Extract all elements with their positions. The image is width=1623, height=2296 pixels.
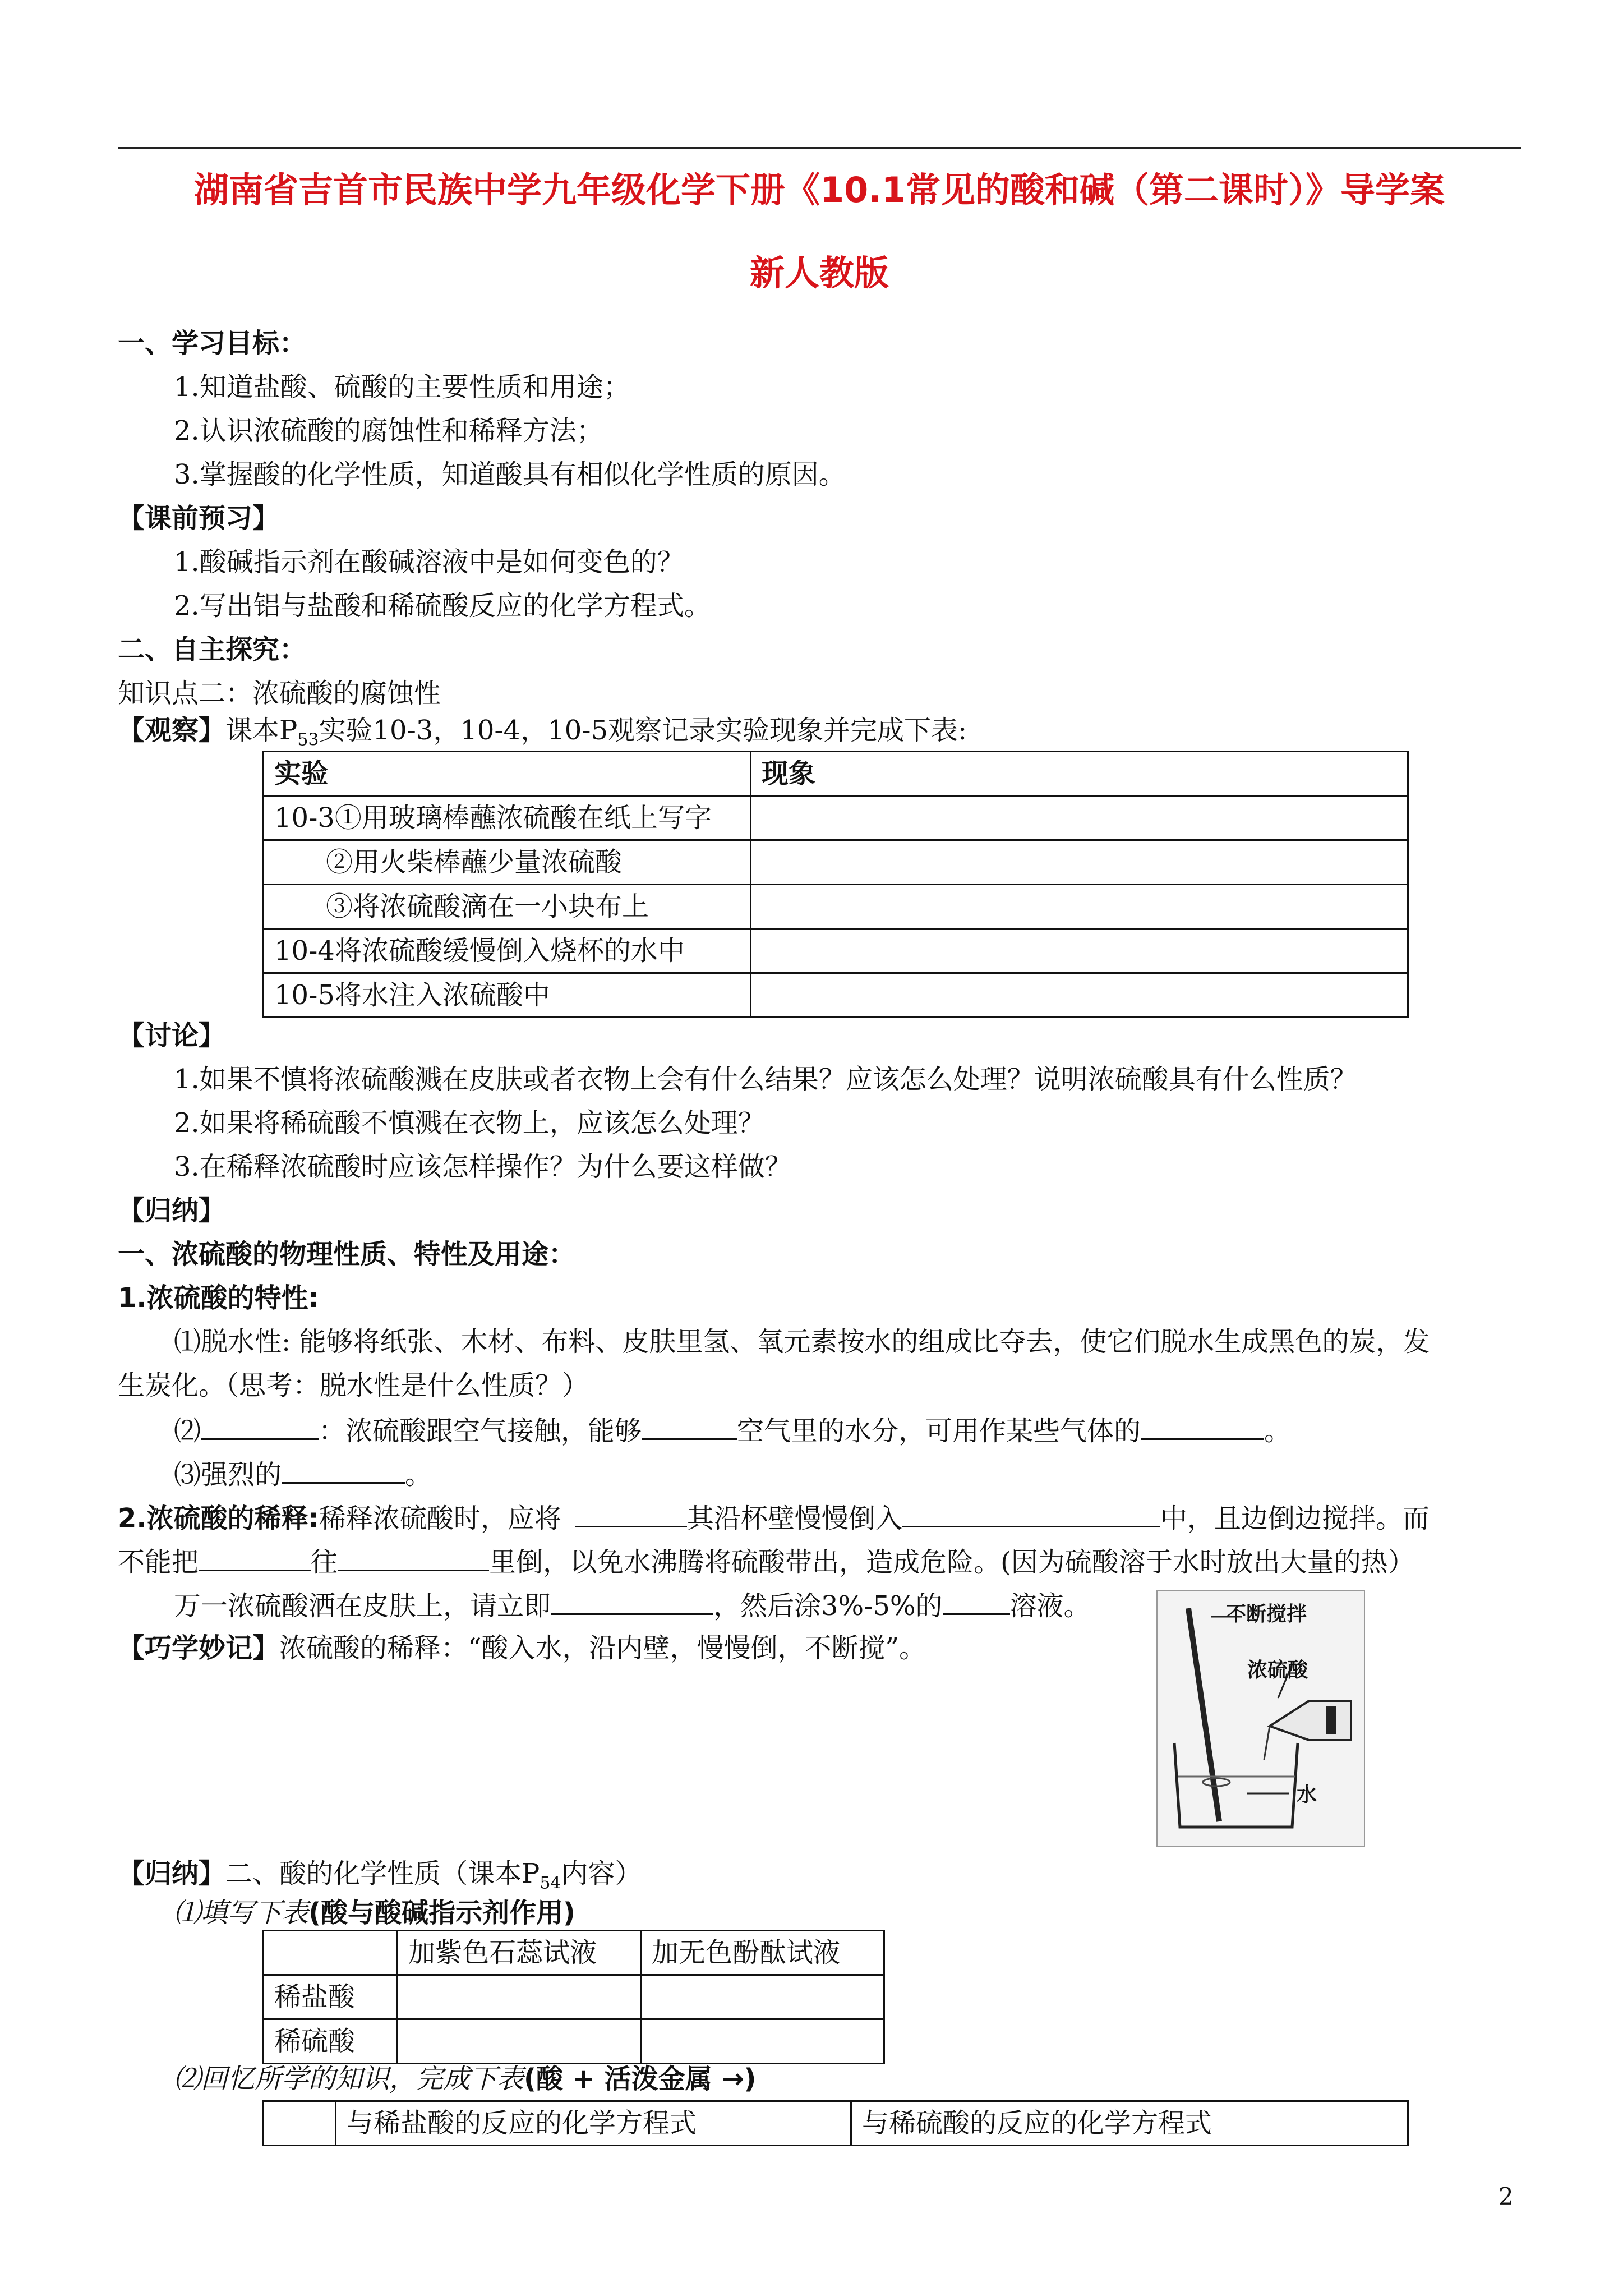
acid-bottle bbox=[1270, 1701, 1351, 1740]
goals-heading: 一、学习目标： bbox=[118, 328, 307, 359]
table-row bbox=[264, 2019, 884, 2064]
question-1: ⑴填写下表(酸与酸碱指示剂作用) bbox=[174, 1897, 575, 1929]
paragraph-text: 生炭化。（思考：脱水性是什么性质？） bbox=[118, 1370, 589, 1401]
discussion-item-2: 2.如果将稀硫酸不慎溅在衣物上，应该怎么处理？ bbox=[174, 1107, 765, 1139]
preview-heading: 【课前预习】 bbox=[118, 503, 280, 534]
blank-field[interactable] bbox=[201, 1412, 319, 1440]
beaker bbox=[1174, 1743, 1298, 1827]
table-cell-empty[interactable] bbox=[641, 2019, 884, 2064]
table-cell: 10-3①用玻璃棒蘸浓硫酸在纸上写字 bbox=[264, 796, 751, 840]
table-cell-empty[interactable] bbox=[398, 2019, 641, 2064]
table-header: 加紫色石蕊试液 bbox=[398, 1931, 641, 1975]
table-header bbox=[264, 2101, 336, 2146]
figure-label-acid: 浓硫酸 bbox=[1247, 1659, 1308, 1682]
table-row bbox=[264, 1975, 884, 2019]
page-number: 2 bbox=[1498, 2183, 1514, 2210]
blank-field[interactable] bbox=[575, 1500, 687, 1527]
paragraph-text: ⑴脱水性: 能够将纸张、木材、布料、皮肤里氢、氧元素按水的组成比夺去，使它们脱水生成黑色的炭，发 bbox=[174, 1326, 1430, 1358]
table-cell-empty[interactable] bbox=[751, 973, 1408, 1018]
experiment-table bbox=[262, 751, 1409, 1018]
glass-rod bbox=[1188, 1608, 1219, 1821]
goal-item-2: 2.认识浓硫酸的腐蚀性和稀释方法； bbox=[174, 415, 603, 447]
fill-line-corrosive: ⑶强烈的 。 bbox=[174, 1456, 432, 1492]
table-row bbox=[264, 885, 1408, 929]
table-cell: ③将浓硫酸滴在一小块布上 bbox=[264, 885, 751, 929]
blank-field[interactable] bbox=[551, 1588, 713, 1615]
knowledge-point: 知识点二：浓硫酸的腐蚀性 bbox=[118, 678, 441, 709]
goal-item-3: 3.掌握酸的化学性质，知道酸具有相似化学性质的原因。 bbox=[174, 459, 846, 490]
table-cell: 10-4将浓硫酸缓慢倒入烧杯的水中 bbox=[264, 929, 751, 973]
preview-item-2: 2.写出铝与盐酸和稀硫酸反应的化学方程式。 bbox=[174, 590, 711, 622]
table-row bbox=[264, 929, 1408, 973]
preview-item-1: 1.酸碱指示剂在酸碱溶液中是如何变色的？ bbox=[174, 546, 684, 578]
subsection-title: 1.浓硫酸的特性: bbox=[118, 1282, 319, 1314]
explore-heading: 二、自主探究： bbox=[118, 634, 307, 665]
blank-field[interactable] bbox=[943, 1588, 1010, 1615]
table-header: 与稀硫酸的反应的化学方程式 bbox=[851, 2101, 1408, 2146]
table-row bbox=[264, 796, 1408, 840]
acid-chem-properties-line: 【归纳】二、酸的化学性质（课本$P_{54}$内容） bbox=[118, 1858, 642, 1893]
summary-heading: 【归纳】 bbox=[118, 1195, 226, 1226]
table-cell-empty[interactable] bbox=[751, 929, 1408, 973]
blank-field[interactable] bbox=[1141, 1412, 1264, 1440]
observe-line: 【观察】课本$P_{53}$实验10-3，10-4，10-5观察记录实验现象并完成下表: bbox=[118, 715, 967, 750]
blank-field[interactable] bbox=[282, 1456, 405, 1484]
table-cell-empty[interactable] bbox=[751, 796, 1408, 840]
table-cell-empty[interactable] bbox=[751, 840, 1408, 885]
table-header: 实验 bbox=[264, 752, 751, 796]
discussion-item-1: 1.如果不慎将浓硫酸溅在皮肤或者衣物上会有什么结果？应该怎么处理？说明浓硫酸具有什么性质？ bbox=[174, 1064, 1357, 1095]
table-header bbox=[264, 1931, 398, 1975]
table-row bbox=[264, 973, 1408, 1018]
goal-item-1: 1.知道盐酸、硫酸的主要性质和用途； bbox=[174, 371, 630, 403]
document-subtitle: 新人教版 bbox=[749, 252, 889, 293]
indicator-table bbox=[262, 1930, 885, 2064]
section-title: 一、浓硫酸的物理性质、特性及用途： bbox=[118, 1239, 576, 1270]
beaker-diagram bbox=[1158, 1591, 1364, 1846]
document-title: 湖南省吉首市民族中学九年级化学下册《10.1常见的酸和碱（第二课时）》导学案 bbox=[194, 169, 1445, 210]
table-header: 与稀盐酸的反应的化学方程式 bbox=[336, 2101, 851, 2146]
fill-line-dilution: 2.浓硫酸的稀释:稀释浓硫酸时，应将 其沿杯壁慢慢倒入 中，且边倒边搅拌。而 bbox=[118, 1500, 1430, 1535]
blank-field[interactable] bbox=[642, 1412, 737, 1440]
blank-field[interactable] bbox=[902, 1500, 1160, 1527]
table-cell: ②用火柴棒蘸少量浓硫酸 bbox=[264, 840, 751, 885]
table-cell-empty[interactable] bbox=[751, 885, 1408, 929]
table-header: 加无色酚酞试液 bbox=[641, 1931, 884, 1975]
table-cell-empty[interactable] bbox=[398, 1975, 641, 2019]
observe-tag: 【观察】 bbox=[118, 715, 226, 746]
table-cell: 稀硫酸 bbox=[264, 2019, 398, 2064]
figure-label-stir: 不断搅拌 bbox=[1226, 1603, 1307, 1626]
memory-tip: 【巧学妙记】浓硫酸的稀释：“酸入水，沿内壁，慢慢倒，不断搅”。 bbox=[118, 1632, 926, 1664]
dilution-figure bbox=[1156, 1590, 1365, 1847]
fill-line-hygroscopic: ⑵ ：浓硫酸跟空气接触，能够 空气里的水分，可用作某些气体的 。 bbox=[174, 1412, 1291, 1448]
header-rule bbox=[118, 147, 1521, 149]
discussion-heading: 【讨论】 bbox=[118, 1020, 226, 1051]
fill-line-first-aid: 万一浓硫酸洒在皮肤上，请立即 ，然后涂3%-5%的 溶液。 bbox=[174, 1588, 1091, 1623]
table-row bbox=[264, 840, 1408, 885]
table-cell: 稀盐酸 bbox=[264, 1975, 398, 2019]
fill-line-dilution-2: 不能把 往 里倒，以免水沸腾将硫酸带出，造成危险。(因为硫酸溶于水时放出大量的热） bbox=[118, 1544, 1415, 1579]
question-2: ⑵回忆所学的知识，完成下表(酸 + 活泼金属 →) bbox=[174, 2063, 757, 2095]
blank-field[interactable] bbox=[199, 1544, 311, 1571]
discussion-item-3: 3.在稀释浓硫酸时应该怎样操作？为什么要这样做？ bbox=[174, 1151, 792, 1182]
figure-label-water: 水 bbox=[1297, 1783, 1317, 1806]
table-cell-empty[interactable] bbox=[641, 1975, 884, 2019]
table-header: 现象 bbox=[751, 752, 1408, 796]
blank-field[interactable] bbox=[338, 1544, 489, 1571]
table-cell: 10-5将水注入浓硫酸中 bbox=[264, 973, 751, 1018]
metal-reaction-table bbox=[262, 2100, 1409, 2146]
